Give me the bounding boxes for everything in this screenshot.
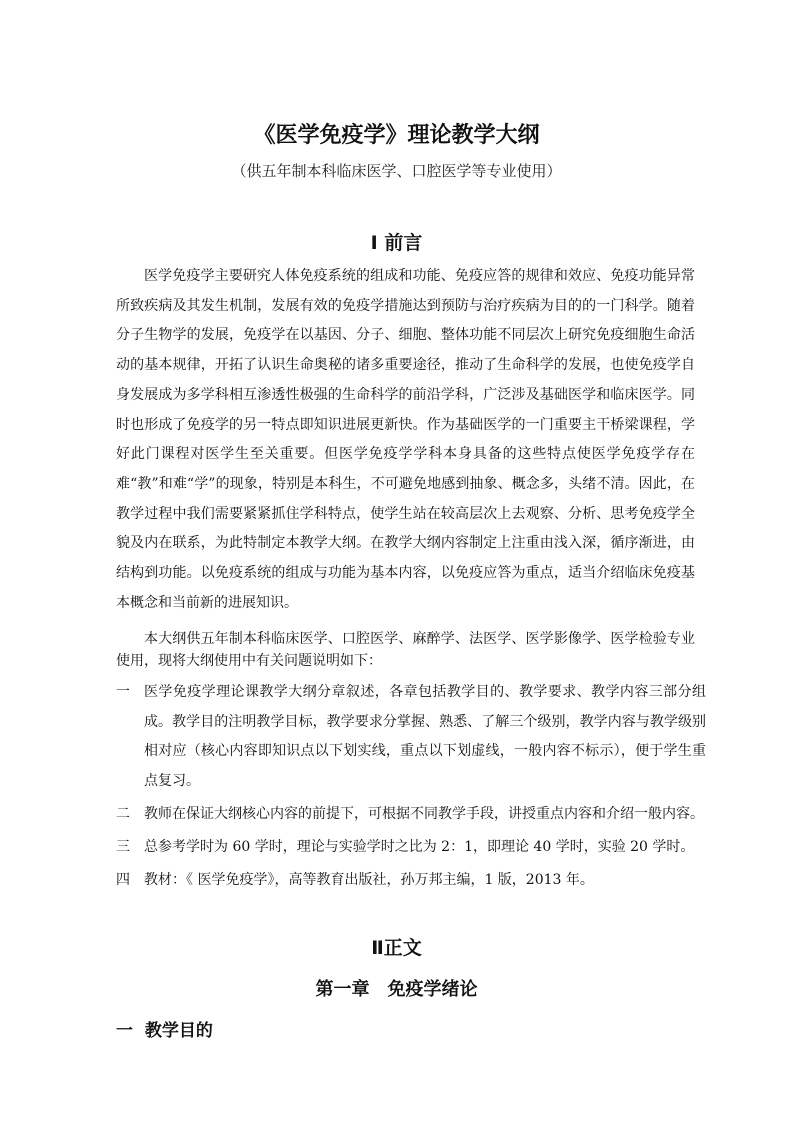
list-item [116,800,706,830]
list-item-number: 三 [116,839,130,855]
chapter-heading: 第一章 免疫学绪论 [315,979,478,1000]
list-item [116,833,706,863]
preface-heading: Ⅰ 前言 [370,232,423,254]
body-heading: Ⅱ正文 [371,937,422,959]
section-heading: 一 教学目的 [116,1021,213,1041]
preface-paragraph: 医学免疫学主要研究人体免疫系统的组成和功能、免疫应答的规律和效应、免疫功能异常所致疾病及其发生机制，发展有效的免疫学措施达到预防与治疗疾病为目的的一门科学。随着分子生物学的发展，免疫学在以基因、分子、细胞、整体功能不同层次上研究免疫细胞生命活动的基本规律，开拓了认识生命奥秘的诸多重要途径，推动了生命科学的发展，也使免疫学自身发展成为多学科相互渗透性极强的生命科学的前沿学科，广泛涉及基础医学和临床医学。同时也形成了免疫学的另一特点即知识进展更新快。作为基础医学的一门重要主干桥梁课程，学好此门课程对医学生至关重要。但医学免疫学学科本身具备的这些特点使医学免疫学存在难“教”和难“学”的现象，特别是本科生，不可避免地感到抽象、概念多，头绪不清。因此，在教学过程中我们需要紧紧抓住学科特点，使学生站在较高层次上去观察、分析、思考免疫学全貌及内在联系，为此特制定本教学大纲。在教学大纲内容制定上注重由浅入深，循序渐进，由结构到功能。以免疫系统的组成与功能为基本内容，以免疫应答为重点，适当介绍临床免疫基本概念和当前新的进展知识。 [116,268,695,611]
list-item-text: 教师在保证大纲核心内容的前提下，可根据不同教学手段，讲授重点内容和介绍一般内容。 [144,806,704,822]
list-item-number: 四 [116,872,130,888]
list-item-number: 二 [116,806,130,822]
list-item-number: 一 [116,684,130,700]
usage-intro-paragraph: 本大纲供五年制本科临床医学、口腔医学、麻醉学、法医学、医学影像学、医学检验专业使用，现将大纲使用中有关问题说明如下： [116,631,695,669]
list-item-text: 总参考学时为 60 学时，理论与实验学时之比为 2：1，即理论 40 学时，实验 20 学时。 [144,839,695,855]
list-item-text: 教材：《 医学免疫学》，高等教育出版社，孙万邦主编，1 版，2013 年。 [144,872,594,888]
document-subtitle: （供五年制本科临床医学、口腔医学等专业使用） [231,162,562,180]
list-item [116,866,706,896]
list-item-text: 医学免疫学理论课教学大纲分章叙述，各章包括教学目的、教学要求、教学内容三部分组成。教学目的注明教学目标，教学要求分掌握、熟悉、了解三个级别，教学内容与教学级别相对应（核心内容即知识点以下划实线，重点以下划虚线，一般内容不标示），便于学生重点复习。 [144,684,706,790]
list-item [116,678,706,797]
document-title: 《医学免疫学》理论教学大纲 [253,123,540,148]
